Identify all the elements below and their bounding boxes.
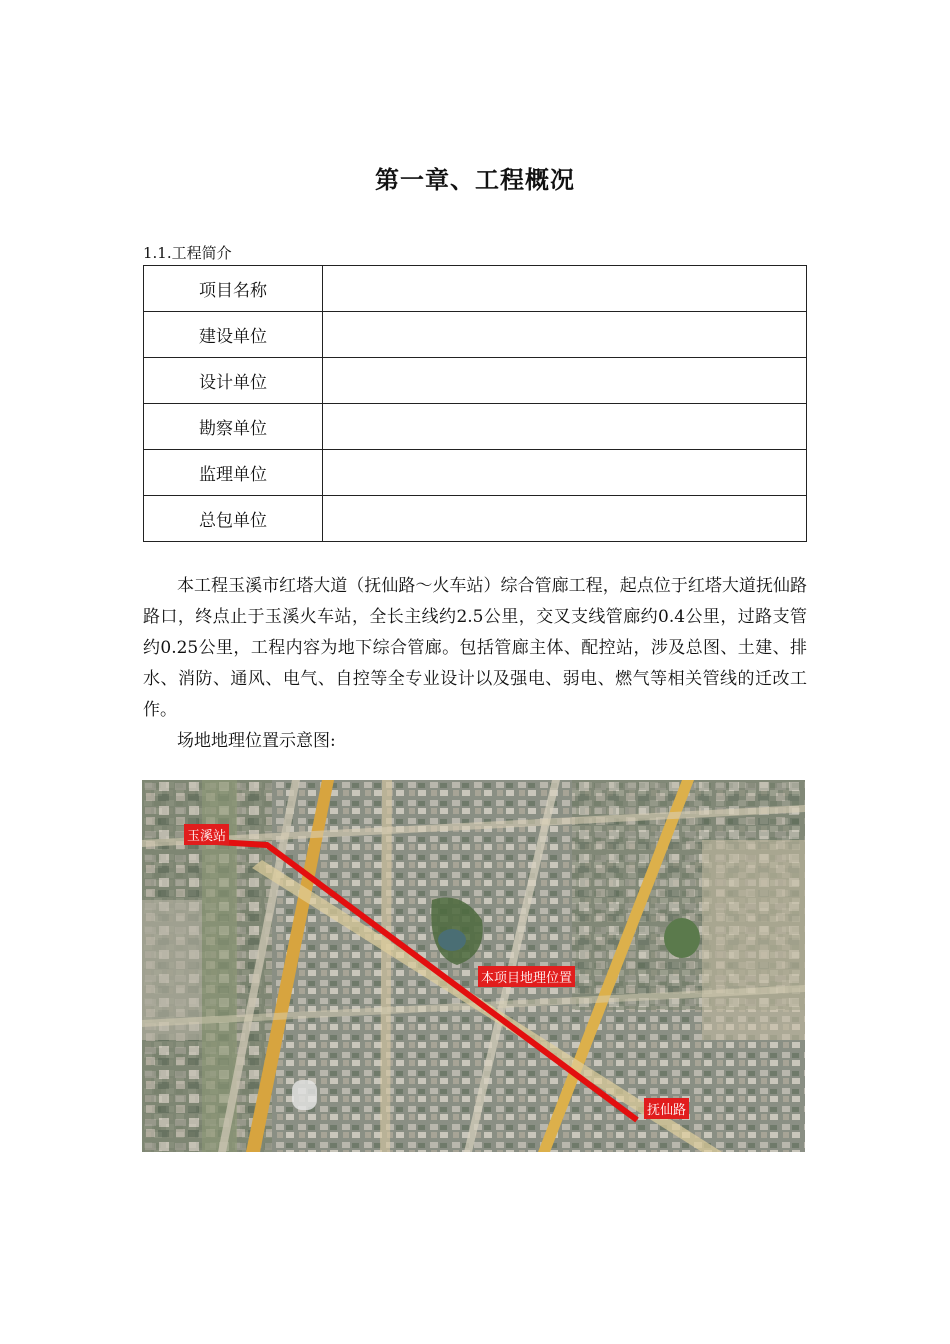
row-label: 总包单位 <box>144 496 323 542</box>
table-row <box>144 358 807 404</box>
satellite-map-image <box>142 780 805 1152</box>
project-description: 本工程玉溪市红塔大道（抚仙路～火车站）综合管廊工程，起点位于红塔大道抚仙路路口，终点止于玉溪火车站，全长主线约2.5公里，交叉支线管廊约0.4公里，过路支管约0.25公里，工程内容为地下综合管廊。包括管廊主体、配控站，涉及总图、土建、排水、消防、通风、电气、自控等全专业设计以及强电、弱电、燃气等相关管线的迁改工作。 <box>143 576 807 720</box>
row-value <box>323 450 807 496</box>
row-value <box>323 404 807 450</box>
row-label: 监理单位 <box>144 450 323 496</box>
table-row <box>144 450 807 496</box>
row-value <box>323 312 807 358</box>
row-label: 设计单位 <box>144 358 323 404</box>
table-row <box>144 312 807 358</box>
table-row <box>144 496 807 542</box>
table-row <box>144 266 807 312</box>
site-location-map <box>142 780 805 1152</box>
row-value <box>323 358 807 404</box>
row-label: 勘察单位 <box>144 404 323 450</box>
row-label: 项目名称 <box>144 266 323 312</box>
row-label: 建设单位 <box>144 312 323 358</box>
row-value <box>323 266 807 312</box>
chapter-title: 第一章、工程概况 <box>375 166 575 194</box>
row-value <box>323 496 807 542</box>
section-heading: 1.1.工程简介 <box>143 244 232 262</box>
project-info-table <box>143 265 807 542</box>
station-label: 玉溪站 <box>184 824 229 845</box>
table-row <box>144 404 807 450</box>
project-location-label: 本项目地理位置 <box>478 966 575 987</box>
map-caption: 场地地理位置示意图: <box>177 731 336 751</box>
road-label: 抚仙路 <box>644 1098 689 1119</box>
